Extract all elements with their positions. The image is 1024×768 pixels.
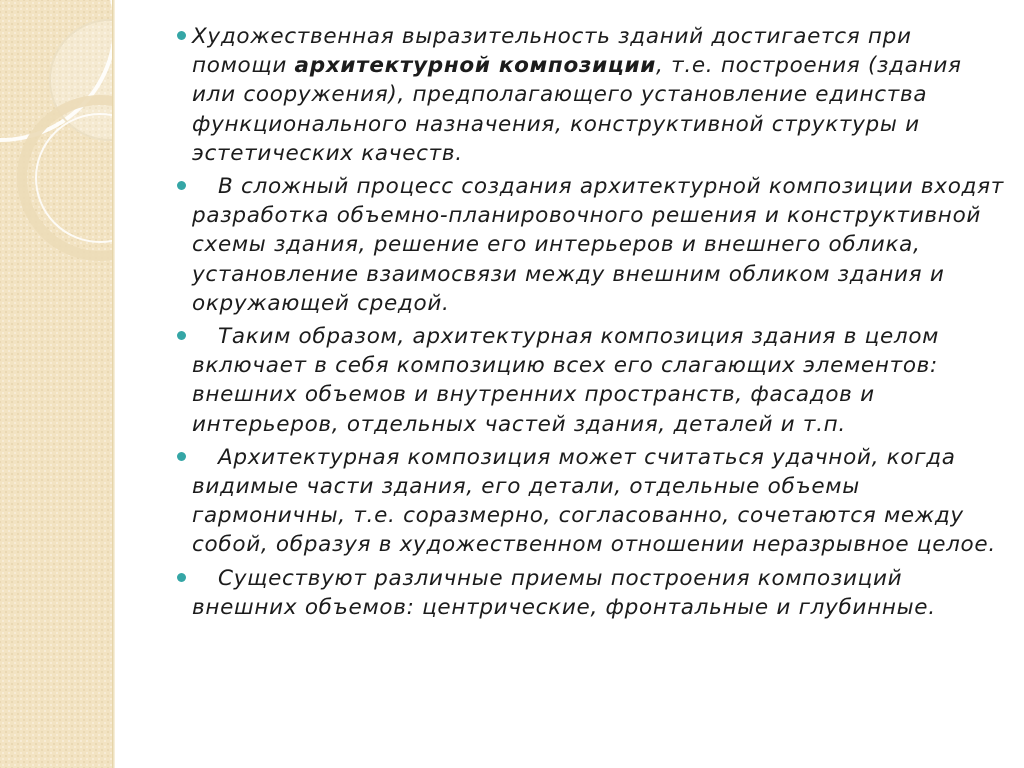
paragraph-3 — [174, 322, 1004, 439]
decorative-side-panel — [0, 0, 112, 768]
paragraph-5-text: Существуют различные приемы построения композиций внешних объемов: центрические, фронтальные и глубинные. — [192, 565, 936, 620]
paragraph-4-text: Архитектурная композиция может считаться удачной, когда видимые части здания, его детали, отдельные объемы гармоничны, т.е. соразмерно, согласованно, сочетаются между собой, образуя в художественном отношении неразрывное целое. — [192, 444, 996, 558]
paragraph-5 — [174, 564, 1004, 622]
teal-dot-bullet-icon — [177, 181, 186, 190]
paragraph-3-text: Таким образом, архитектурная композиция здания в целом включает в себя композицию всех его слагающих элементов: внешних объемов и внутренних пространств, фасадов и интерьеров, отдельных частей здания, деталей и т.п. — [192, 324, 940, 437]
paragraph-4 — [174, 443, 1004, 560]
decorative-rings-graphic — [0, 0, 112, 768]
side-panel-edge — [112, 0, 115, 768]
paragraph-1-rest: , т.е. построения (здания или сооружения), предполагающего установление единства функционального назначения, конструктивной структуры и эстетических качеств. — [192, 53, 962, 166]
paragraph-2 — [174, 172, 1004, 318]
paragraph-2-text: В сложный процесс создания архитектурной композиции входят разработка объемно-планировочного решения и конструктивной схемы здания, решение его интерьеров и внешнего облика, установление взаимосвязи между внешним обликом здания и окружающей средой. — [192, 174, 1004, 316]
teal-dot-bullet-icon — [177, 331, 186, 340]
teal-dot-bullet-icon — [177, 31, 186, 40]
teal-dot-bullet-icon — [177, 573, 186, 582]
slide-content — [174, 22, 1004, 626]
paragraph-1-emphasis: архитектурной композиции — [294, 53, 657, 79]
paragraph-1-intro: Художественная выразительность зданий достигается при помощи — [192, 24, 912, 79]
teal-dot-bullet-icon — [177, 452, 186, 461]
paragraph-1 — [174, 22, 1004, 168]
